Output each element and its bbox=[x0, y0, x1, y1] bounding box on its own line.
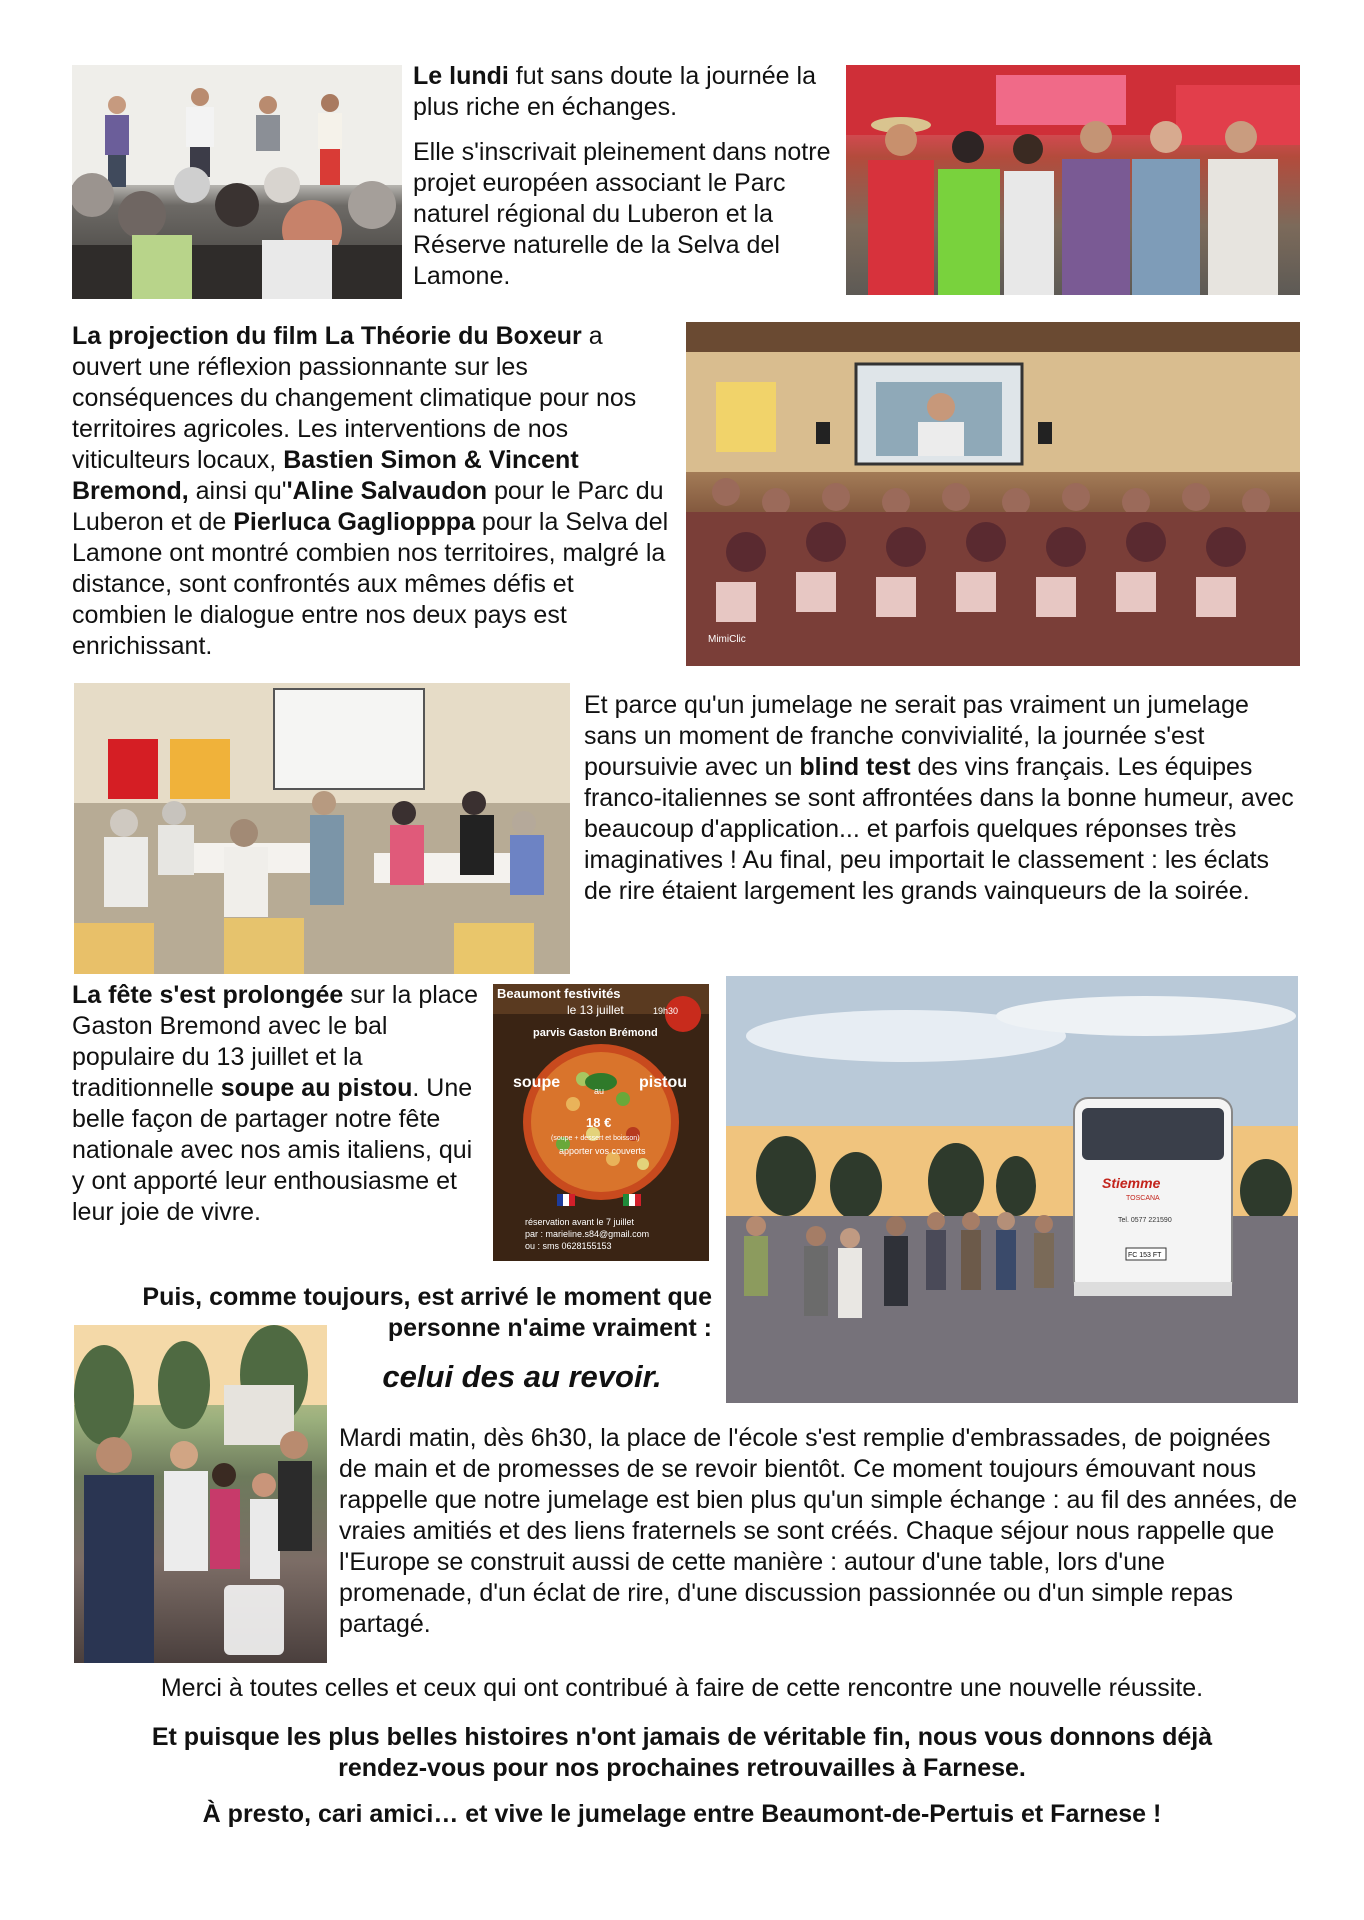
poster-place: parvis Gaston Brémond bbox=[533, 1027, 658, 1039]
poster-word-au: au bbox=[594, 1086, 605, 1096]
blind-test-text-2: des vins français. Les équipes franco-italiennes se sont affrontées dans la bonne humeur, avec beaucoup d'application... et parfois quelques réponses très imaginatives ! Au final, peu importait le classement : les éclats de rire étaient largement les grands vainqueurs de la soirée. bbox=[584, 753, 1294, 905]
poster-note: (soupe + dessert et boisson) bbox=[551, 1135, 640, 1142]
poster-price: 18 € bbox=[586, 1115, 612, 1130]
monday-paragraph bbox=[413, 61, 838, 123]
france-flag-icon bbox=[557, 1194, 575, 1206]
aline-bold: 'Aline Salvaudon bbox=[286, 477, 488, 505]
poster-reservation-2: par : marieline.s84@gmail.com bbox=[525, 1229, 650, 1239]
fete-text-1: sur la place Gaston Bremond avec le bal populaire du 13 juillet et la traditionnelle bbox=[72, 981, 479, 1102]
fete-paragraph bbox=[72, 980, 484, 1228]
fete-text-2: . Une belle façon de partager notre fête nationale avec nos amis italiens, qui y ont apporté leur enthousiasme et leur joie de vivre. bbox=[72, 1074, 473, 1226]
poster-word-soupe: soupe bbox=[513, 1074, 561, 1091]
film-title-bold: La projection du film La Théorie du Boxeur bbox=[72, 322, 582, 350]
bus-phone: Tel. 0577 221590 bbox=[1118, 1217, 1172, 1224]
soupe-pistou-poster bbox=[493, 984, 709, 1261]
blind-test-bold: blind test bbox=[799, 753, 911, 781]
bus-brand: Stiemme bbox=[1102, 1175, 1161, 1191]
film-text-4: pour la Selva del Lamone ont montré combien nos territoires, malgré la distance, sont confrontés aux mêmes défis et combien le dialogue entre nos deux pays est enrichissant. bbox=[72, 508, 669, 660]
film-text-3: pour le Parc du Luberon et de bbox=[72, 477, 664, 536]
italy-flag-icon bbox=[623, 1194, 641, 1206]
monday-bold: Le lundi bbox=[413, 62, 509, 90]
photo-farewell bbox=[74, 1325, 327, 1663]
poster-time: 19h30 bbox=[653, 1006, 679, 1016]
photo-credit: MimiClic bbox=[708, 634, 746, 645]
poster-reservation-3: ou : sms 0628155153 bbox=[525, 1241, 612, 1251]
winemakers-bold: Bastien Simon & Vincent Bremond, bbox=[72, 446, 579, 505]
goodbye-line-2: personne n'aime vraiment : bbox=[387, 1314, 712, 1342]
goodbye-line-1: Puis, comme toujours, est arrivé le moment que bbox=[142, 1283, 712, 1311]
final-salutation: À presto, cari amici… et vive le jumelage entre Beaumont-de-Pertuis et Farnese ! bbox=[202, 1800, 1162, 1828]
film-text-2: ainsi qu' bbox=[188, 477, 287, 505]
monday-rest: fut sans doute la journée la plus riche en échanges. bbox=[413, 62, 816, 121]
intro-text bbox=[413, 61, 838, 306]
farnese-rendezvous bbox=[60, 1722, 1304, 1784]
photo-bus-departure bbox=[726, 976, 1298, 1403]
poster-title: Beaumont festivités bbox=[497, 986, 621, 1001]
photo-speakers bbox=[72, 65, 402, 299]
blind-test-text-1: Et parce qu'un jumelage ne serait pas vraiment un jumelage sans un moment de franche convivialité, la journée s'est poursuivie avec un bbox=[584, 691, 1249, 781]
photo-blind-test bbox=[74, 683, 570, 974]
pistou-bold: soupe au pistou bbox=[220, 1074, 413, 1102]
film-paragraph bbox=[72, 321, 672, 662]
bus-brand-sub: TOSCANA bbox=[1126, 1195, 1160, 1202]
poster-bring: apporter vos couverts bbox=[559, 1146, 646, 1156]
goodbye-headline: celui des au revoir. bbox=[382, 1359, 662, 1394]
rendezvous-line-1: Et puisque les plus belles histoires n'ont jamais de véritable fin, nous vous donnons déjà bbox=[151, 1723, 1213, 1751]
poster-date: le 13 juillet bbox=[567, 1003, 624, 1017]
poster-word-pistou: pistou bbox=[639, 1074, 687, 1091]
photo-group bbox=[846, 65, 1300, 295]
tuesday-paragraph: Mardi matin, dès 6h30, la place de l'école s'est remplie d'embrassades, de poignées de main et de promesses de se revoir bientôt. Ce moment toujours émouvant nous rappelle que notre jumelage est bien plus qu'un simple échange : au fil des années, de vraies amitiés et des liens fraternels se sont créés. Chaque séjour nous rappelle que l'Europe se construit aussi de cette manière : autour d'une table, lors d'une promenade, d'un éclat de rire, d'une discussion passionnée ou d'un simple repas partagé. bbox=[339, 1424, 1298, 1638]
rendezvous-line-2: rendez-vous pour nos prochaines retrouvailles à Farnese. bbox=[338, 1754, 1026, 1782]
film-text-1: a ouvert une réflexion passionnante sur les conséquences du changement climatique pour nos territoires agricoles. Les interventions de nos viticulteurs locaux, bbox=[72, 322, 637, 474]
pierluca-bold: Pierluca Gagliopppa bbox=[233, 508, 475, 536]
project-paragraph: Elle s'inscrivait pleinement dans notre projet européen associant le Parc naturel régional du Luberon et la Réserve naturelle de la Selva del Lamone. bbox=[413, 138, 831, 290]
blind-test-paragraph bbox=[584, 690, 1300, 907]
bus-plate: FC 153 FT bbox=[1128, 1252, 1162, 1259]
photo-cinema bbox=[686, 322, 1300, 666]
poster-reservation-1: réservation avant le 7 juillet bbox=[525, 1217, 635, 1227]
fete-bold: La fête s'est prolongée bbox=[72, 981, 344, 1009]
thanks-line: Merci à toutes celles et ceux qui ont contribué à faire de cette rencontre une nouvelle réussite. bbox=[160, 1674, 1204, 1702]
